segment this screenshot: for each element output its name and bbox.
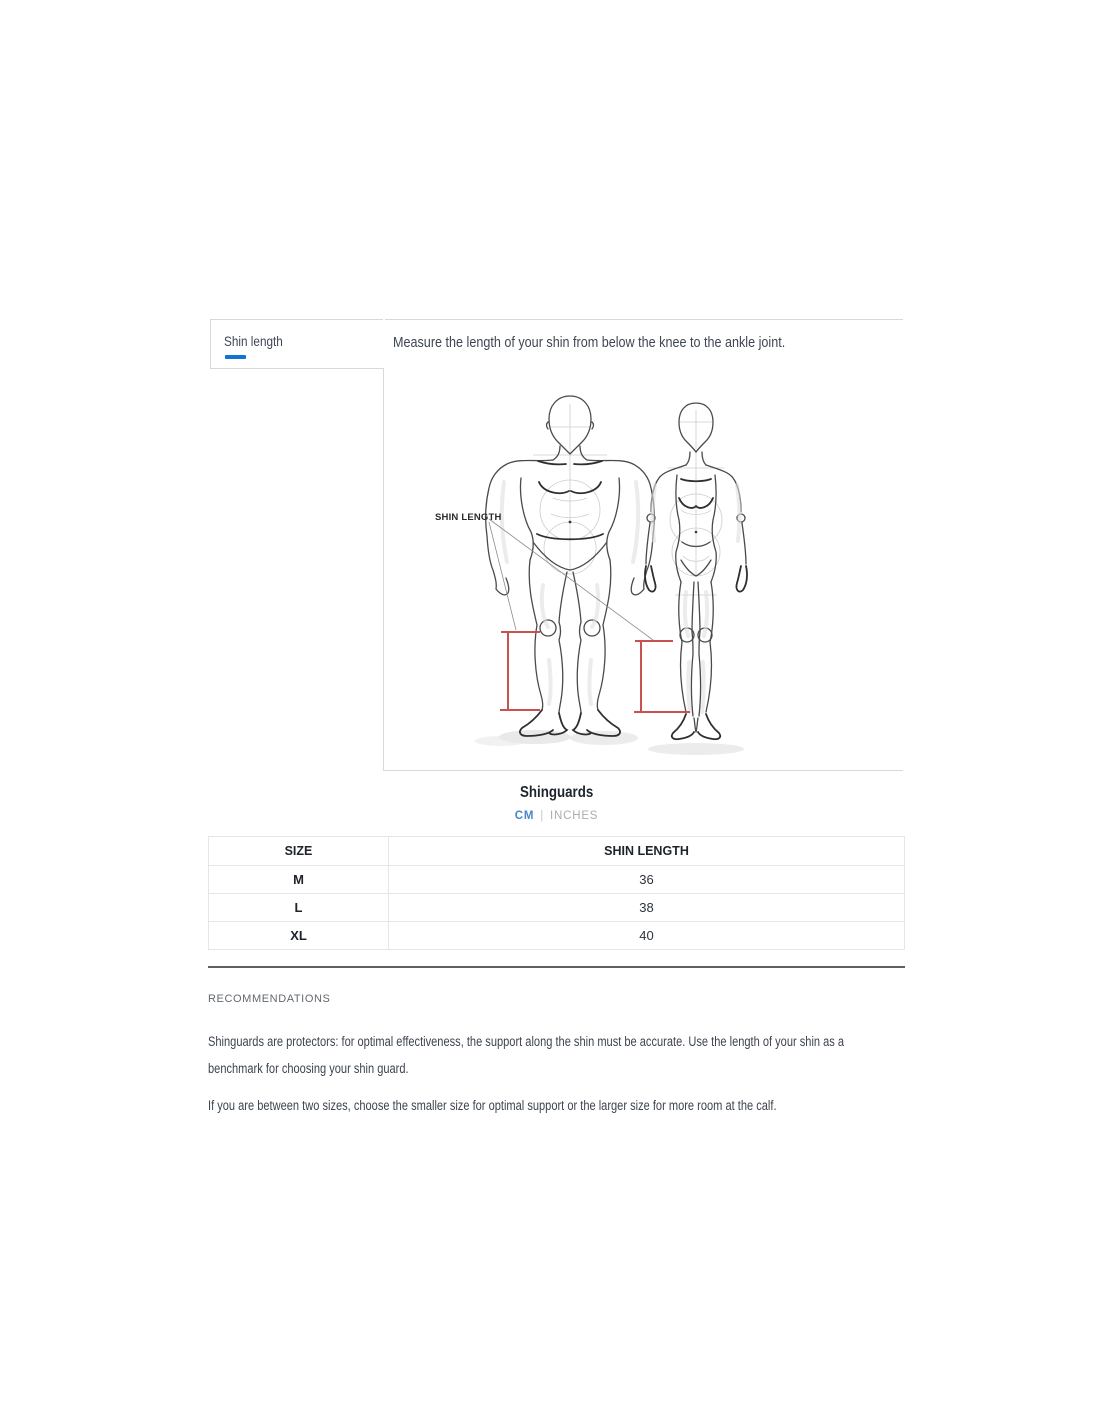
table-row [209, 866, 905, 894]
recommendation-paragraph: Shinguards are protectors: for optimal effectiveness, the support along the shin must be accurate. Use the length of your shin as a benchmark for choosing your shin guard. [208, 1034, 845, 1076]
figure-front-muscular [486, 396, 655, 736]
top-divider [385, 319, 903, 320]
size-table [208, 836, 905, 950]
ground-shadows [475, 730, 744, 755]
value-cell: 36 [389, 866, 905, 894]
size-cell: XL [209, 922, 389, 950]
figure-front-slim [645, 403, 747, 739]
unit-toggle [208, 810, 905, 822]
product-title: Shinguards [519, 784, 594, 801]
value-cell: 40 [389, 922, 905, 950]
measure-instruction: Measure the length of your shin from below the knee to the ankle joint. [393, 334, 786, 351]
unit-cm-option[interactable]: CM [514, 810, 535, 822]
diagram-bottom-divider [383, 770, 903, 771]
shin-measurement-diagram [383, 370, 903, 770]
table-row [209, 922, 905, 950]
size-cell: M [209, 866, 389, 894]
unit-inches-option[interactable]: INCHES [550, 810, 599, 822]
tab-shin-length[interactable] [210, 319, 383, 369]
table-header-row [209, 837, 905, 866]
size-cell: L [209, 894, 389, 922]
recommendations-heading: RECOMMENDATIONS [208, 993, 331, 1005]
active-tab-indicator [225, 355, 246, 359]
section-divider [208, 966, 905, 968]
shin-measure-marker-left [500, 632, 540, 710]
recommendation-paragraph: If you are between two sizes, choose the smaller size for optimal support or the larger size for more room at the calf. [208, 1098, 777, 1113]
table-row [209, 894, 905, 922]
shin-length-label: SHIN LENGTH [435, 512, 502, 523]
unit-separator: | [540, 810, 545, 822]
tab-label: Shin length [224, 333, 283, 349]
value-cell: 38 [389, 894, 905, 922]
header-shin-length: SHIN LENGTH [389, 837, 905, 866]
header-size: SIZE [209, 837, 389, 866]
